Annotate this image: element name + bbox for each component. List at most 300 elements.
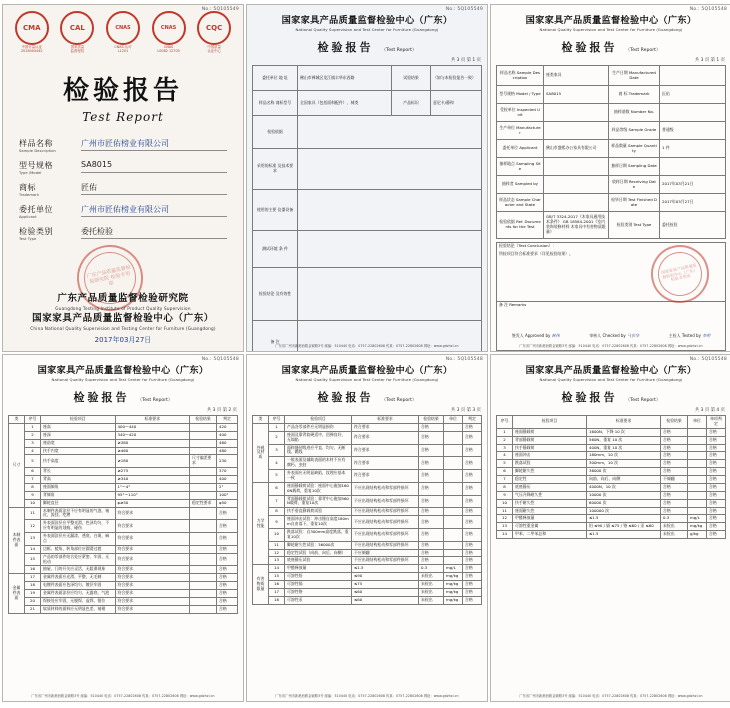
row-value: SA8015 [544,86,609,104]
table-cell: 1 [25,423,41,431]
field-test-type [19,226,227,241]
table-cell: 符合要求 [115,566,190,574]
page-count: 共 3 页 第 3 页 [450,408,481,413]
table-cell [444,549,463,557]
table-cell: 合格 [217,553,238,566]
table-cell: 扶手内宽 [41,447,116,455]
column-header: 序号 [497,416,513,429]
table-cell: 不倾翻 [661,476,688,484]
value-applicant: 广州市匠佑榜业有限公司 [81,204,227,217]
table-cell [688,468,707,476]
table-row [9,590,238,598]
table-cell: 7 [497,476,513,484]
sign-value: 林伟 [551,333,560,338]
table-cell [688,452,707,460]
table-cell: 1 [269,423,285,431]
table-cell: 合格 [707,468,726,476]
table-cell [444,482,463,495]
field-type-model [19,160,227,175]
column-header: 单位 [688,416,707,429]
table-row [497,194,726,212]
table-cell: 未检出 [661,531,688,539]
page-results-1 [2,354,244,702]
table-row [253,470,482,483]
table-cell: 合格 [419,495,444,508]
table-row [253,588,482,596]
table-cell: 合格 [217,533,238,546]
table-cell: 11 [25,507,41,520]
column-header: 检验结果 [661,416,688,429]
table-cell: 100000 次 [587,507,661,515]
table-cell: 400N，重复 10 次 [587,444,661,452]
page-count: 共 3 页 第 2 页 [206,408,237,413]
table-cell [190,431,217,439]
table-cell: 合格 [217,566,238,574]
row-label-2: 产品标识 [392,91,431,116]
table-cell: 合格 [419,549,444,557]
table-cell: 合格 [463,581,482,589]
table-row [9,499,238,507]
table-cell: 向前、向后、向侧 [587,476,661,484]
table-cell: 12 [497,515,513,523]
label-en: Sample Description [19,148,56,153]
table-cell: 跌落试验 [513,460,587,468]
table-cell: 2° [217,483,238,491]
label-cn: 检验类别 [19,226,53,236]
column-header: 类 [9,416,25,424]
table-row [497,122,726,140]
table-cell: 合格 [463,457,482,470]
table-cell [190,545,217,553]
table-cell: 11 [269,541,285,549]
table-cell [190,590,217,598]
table-row [253,565,482,573]
table-cell: 2 [25,431,41,439]
table-row [253,190,482,231]
report-number: No.: 5Q105548 [201,357,239,362]
table-cell: 符合要求 [115,507,190,520]
table-cell: 不应出现结构松动和零部件损坏 [352,541,419,549]
subtitle-en: （Test Report） [381,398,417,403]
table-cell: 背长 [41,468,116,476]
table-cell: 1°～4° [115,483,190,491]
row-value-2: 委托检验 [660,212,726,239]
table-cell: 9 [497,491,513,499]
table-cell [190,597,217,605]
table-cell: 合格 [217,545,238,553]
row-label-2: 商 标 Trademark [609,86,660,104]
group-label: 外观及材质 [253,423,269,482]
table-cell: 底座静压 [513,483,587,491]
table-cell: 外表面涂层应无漏漆、透底、白斑、麻点 [41,533,116,546]
table-row [253,457,482,470]
column-header: 检验项目 [513,416,587,429]
inspect-value: （如与本检验报告一致） [431,66,482,91]
table-cell [444,431,463,444]
table-cell: 合格 [217,597,238,605]
sign-label: 审核人 Checked by [589,333,626,338]
group-label: 尺寸 [9,423,25,507]
label-en: Applicant [19,214,37,219]
table-cell: 产品的零部件结合处应紧密、牢固、无松动 [41,553,116,566]
table-cell: 2 [497,436,513,444]
cover-date: 2017年03月27日 [94,336,152,344]
table-cell: 6 [497,468,513,476]
row-value: 佛山市盛熙办公家具有限公司 [544,140,609,158]
table-cell: 座面冲击试验：冲击锤自高度180mm自由落下，重复10次 [285,516,352,529]
table-cell: 560N，重复 10 次 [587,436,661,444]
page-subtitle [247,36,487,55]
table-cell: 合格 [463,549,482,557]
table-cell: 合格 [217,520,238,533]
table-cell: ≥460 [115,447,190,455]
table-row [497,476,726,484]
table-cell: 17 [269,588,285,596]
row-value [544,176,609,194]
table-cell: φ50 [217,499,238,507]
table-cell: 180mm，10 次 [587,452,661,460]
table-row [9,605,238,613]
row-label-2: 样品等级 Sample Grade [609,122,660,140]
logo-cal: CAL 国家质量 监督授权 [60,11,94,54]
row-label: 测试环境 条 件 [253,231,298,268]
report-number: No.: 5Q105548 [445,357,483,362]
table-row [9,455,238,468]
column-header: 单项判定 [707,416,726,429]
table-row [253,549,482,557]
table-cell: 气压升降耐久性 [513,491,587,499]
table-row [253,557,482,565]
sign-label: 主检人 Tested by [668,333,701,338]
table-cell: 8 [269,508,285,516]
table-cell: 0.3 [419,565,444,573]
org-name-1-en: Guangdong Testing Institute of Product Quality Supervision [55,305,191,311]
table-cell: 400～440 [115,423,190,431]
table-cell: 4 [269,457,285,470]
table-cell: 符合要求 [115,545,190,553]
table-cell: 合格 [463,565,482,573]
table-cell: 1600N，下降 10 次 [587,428,661,436]
table-cell: 座面倾角 [41,483,116,491]
results-table-2 [252,415,482,605]
table-row [497,499,726,507]
table-cell: 20 [25,597,41,605]
table-cell: 1 [497,428,513,436]
table-row [497,428,726,436]
row-label: 检验依据 Ref. Documents for the Test [497,212,544,239]
table-cell: 甲苯、二甲苯总和 [513,531,587,539]
center-name-cn: 国家家具产品质量监督检验中心（广东） [281,365,453,376]
table-cell: 合格 [661,460,688,468]
table-cell: mg/kg [444,581,463,589]
column-header: 检验结果 [190,416,217,424]
table-cell: 扶手垂直静载荷试验 [285,508,352,516]
table-cell: 95°～110° [115,491,190,499]
table-cell: 软质材料的面料应无明显色差、皱褶 [41,605,116,613]
table-cell: 合格 [463,516,482,529]
group-label: 力学性能 [253,482,269,565]
row-label: 样品名称 商标型号 [253,91,298,116]
subtitle-en: （Test Report） [625,48,661,53]
table-cell [688,428,707,436]
table-cell: mg/kg [444,588,463,596]
row-label-2: 检验类别 Test Type [609,212,660,239]
table-cell: 合格 [463,588,482,596]
page-results-3 [490,354,730,702]
table-cell: 2 [269,431,285,444]
table-cell: 座面耐久性 [513,507,587,515]
table-row [497,66,726,86]
table-cell: mg/kg [444,573,463,581]
field-applicant [19,204,227,219]
table-cell: 木制件表面涂层不应有明显的气泡、皱皮、流挂、疙瘩 [41,507,116,520]
table-cell: 脚轮耐久性 [513,468,587,476]
table-row [9,507,238,520]
table-cell: 8 [25,483,41,491]
table-cell: 符合要求 [352,431,419,444]
table-cell: ≥380 [115,439,190,447]
row-label-2: 收样日期 Receiving Date [609,176,660,194]
table-cell: ≤90 [352,573,419,581]
table-cell: 合格 [419,423,444,431]
table-row [9,476,238,484]
table-cell: 14 [25,545,41,553]
table-row [9,533,238,546]
table-cell [444,541,463,549]
value-sample-description: 广州市匠佑榜业有限公司 [81,138,227,151]
column-header: 判定 [463,416,482,424]
table-cell: 合格 [707,499,726,507]
table-cell: 8 [497,483,513,491]
table-cell: 12 [269,549,285,557]
signature-checked [589,333,639,339]
table-cell: 稳定性试验（向前、向后、向侧） [285,549,352,557]
table-cell: 4 [25,447,41,455]
table-cell: 合格 [707,460,726,468]
table-cell [190,566,217,574]
table-cell: 座深 [41,431,116,439]
value-trademark: 匠佑 [81,182,227,195]
table-row [253,231,482,268]
table-cell: 10 [269,528,285,541]
table-cell: 未检出 [419,588,444,596]
table-cell: 0.3 [661,515,688,523]
table-cell: 合格 [707,515,726,523]
table-cell: 外表面应无明显缺陷，纹理应基本一致 [285,470,352,483]
table-cell: 3 [269,444,285,457]
row-label: 型号规格 Model / Type [497,86,544,104]
table-row [253,91,482,116]
value-test-type: 委托检验 [81,226,227,239]
table-cell: 合格 [419,482,444,495]
row-label-2: 检毕日期 Test Finished Date [609,194,660,212]
table-cell: 合格 [217,605,238,613]
page-footer-note: 广东省广州市新港西路金颖路3号 邮编：510440 电话：0757-22802608 传真：0757-22802608 网址：www.gdzhzl.cn [31,694,215,698]
table-cell: 不应出现结构松动和零部件损坏 [352,482,419,495]
table-cell: 边框、棱角、转角部位应圆滑过渡 [41,545,116,553]
table-cell: ≤75 [352,581,419,589]
table-cell: 背部静载荷 [513,436,587,444]
row-label-2: 抽样基数 Number No. [609,104,660,122]
table-header-row [9,416,238,424]
table-cell: 13 [497,523,513,531]
table-row [253,482,482,495]
label-en: Trademark [19,192,39,197]
table-cell: 跌落试验：自300mm高度跌落，重复10次 [285,528,352,541]
row-value-2: 1 件 [660,140,726,158]
table-cell [190,553,217,566]
table-cell: 合格 [661,499,688,507]
subtitle-cn: 检验报告 [317,41,374,54]
row-value-2: 普通级 [660,122,726,140]
row-value [298,149,482,190]
page-commission [246,4,488,352]
table-row [497,212,726,239]
table-row [497,140,726,158]
row-label-2: 生产日期 Manufactured Date [609,66,660,86]
table-cell: 18 [25,582,41,590]
table-cell: 符合要求 [352,423,419,431]
table-cell: 合格 [463,423,482,431]
table-row [497,460,726,468]
cover-title-cn: 检验报告 [62,75,183,106]
table-cell: 不应出现结构松动和零部件损坏 [352,557,419,565]
table-row [253,423,482,431]
table-cell: 合格 [419,444,444,457]
row-value [298,116,482,149]
page-sample-info [490,4,730,352]
table-cell: 3 [25,439,41,447]
row-value-2: 匠佑 [660,86,726,104]
table-cell: 13 [269,557,285,565]
table-row [253,268,482,321]
table-row [9,431,238,439]
table-cell: ≥275 [115,468,190,476]
table-row [253,528,482,541]
table-cell: 座面静载荷试验：座面中心施加1600N载荷，重复10次 [285,482,352,495]
row-value [544,122,609,140]
row-value: 全国家具（包括面料配件）、椅类 [298,91,392,116]
table-cell: 16 [269,581,285,589]
field-sample-description [19,138,227,153]
table-cell: 18 [269,596,285,604]
table-cell: 60000 次 [587,499,661,507]
row-label: 检验结论 及有效性 [253,268,298,321]
table-row [497,86,726,104]
table-cell: 合格 [217,507,238,520]
table-row [497,491,726,499]
table-cell: 10 [497,499,513,507]
report-number: No.: 5Q105549 [445,7,483,12]
column-header: 标准要求 [115,416,190,424]
table-row [253,495,482,508]
table-cell [444,423,463,431]
label-en: Test Type [19,236,37,241]
table-cell: 15 [25,553,41,566]
stamp-text: 广东产品质量监督检验研究院 检验专用章 [86,264,132,288]
subtitle-cn: 检验报告 [317,391,374,404]
label-cn: 型号规格 [19,160,53,170]
table-cell: 9 [25,491,41,499]
table-cell [190,447,217,455]
table-cell: 5 [25,455,41,468]
table-row [497,436,726,444]
certification-logos [3,5,243,54]
row-label: 抽样地点 Sampling Site [497,158,544,176]
table-cell: 尺寸偏差要求 [190,455,217,468]
table-cell: 10000 次 [587,491,661,499]
org-name-2: 国家家具产品质量监督检验中心（广东） [32,312,214,324]
table-cell: 扶手高度 [41,455,116,468]
table-cell: 6 [25,468,41,476]
table-cell: 符合要求 [115,582,190,590]
cover-fields [19,138,227,241]
table-cell: 合格 [463,573,482,581]
logo-cnas-2: CNAS CNAS L0082 12705 [152,11,186,54]
row-label: 检验依据 [253,116,298,149]
table-cell: 17 [25,574,41,582]
table-row [253,516,482,529]
table-cell [190,483,217,491]
report-number: No.: 5Q105548 [689,7,727,12]
table-row [497,483,726,491]
table-row [253,444,482,457]
table-cell: mg/L [444,565,463,573]
table-cell [190,476,217,484]
row-value [298,268,482,321]
group-label: 有害物质限量 [253,565,269,604]
group-label: 木制件表面 [9,507,25,574]
report-number: No.: 5Q105549 [201,7,239,12]
cover-title-en: Test Report [82,109,164,124]
page-count: 共 3 页 第 1 页 [694,58,725,63]
table-cell: ≥180 [115,455,190,468]
table-cell: 电镀件表面应色泽均匀、镀层牢固 [41,582,116,590]
table-cell: 不应出现结构松动和零部件损坏 [352,508,419,516]
table-cell: 底座静压试验 [285,557,352,565]
table-cell: 不应出现结构松动和零部件损坏 [352,528,419,541]
table-cell: 合格 [707,428,726,436]
table-cell [190,468,217,476]
table-cell [688,491,707,499]
table-cell: 合格 [661,428,688,436]
column-header: 检验项目 [41,416,116,424]
table-cell: 座面静载荷 [513,428,587,436]
table-cell: 合格 [463,444,482,457]
subtitle-en: （Test Report） [625,398,661,403]
table-cell: 背面静载荷试验：靠背中心施加560N载荷，重复10次 [285,495,352,508]
table-cell: 12 [25,520,41,533]
table-cell: 符合要求 [115,605,190,613]
table-cell: ≤1.5 [352,565,419,573]
row-label: 样品名称 Sample Description [497,66,544,86]
row-label: 抽样者 Sampled by [497,176,544,194]
table-cell: 14 [269,565,285,573]
table-cell: 100° [217,491,238,499]
row-value [544,194,609,212]
page-footer-note: 广东省广州市新港西路金颖路3号 邮编：510440 电话：0757-22802608 传真：0757-22802608 网址：www.gdzhzl.cn [275,694,459,698]
row-value-2 [660,158,726,176]
row-label: 受检单位 Inspected Unit [497,104,544,122]
table-cell: 7 [25,476,41,484]
table-cell [688,460,707,468]
org-name-1: 广东产品质量监督检验研究院 [57,292,189,304]
signature-tested [669,333,711,339]
row-label: 采用的标准 及技术要求 [253,149,298,190]
table-row [497,531,726,539]
table-cell: 400 [217,431,238,439]
table-row [253,431,482,444]
